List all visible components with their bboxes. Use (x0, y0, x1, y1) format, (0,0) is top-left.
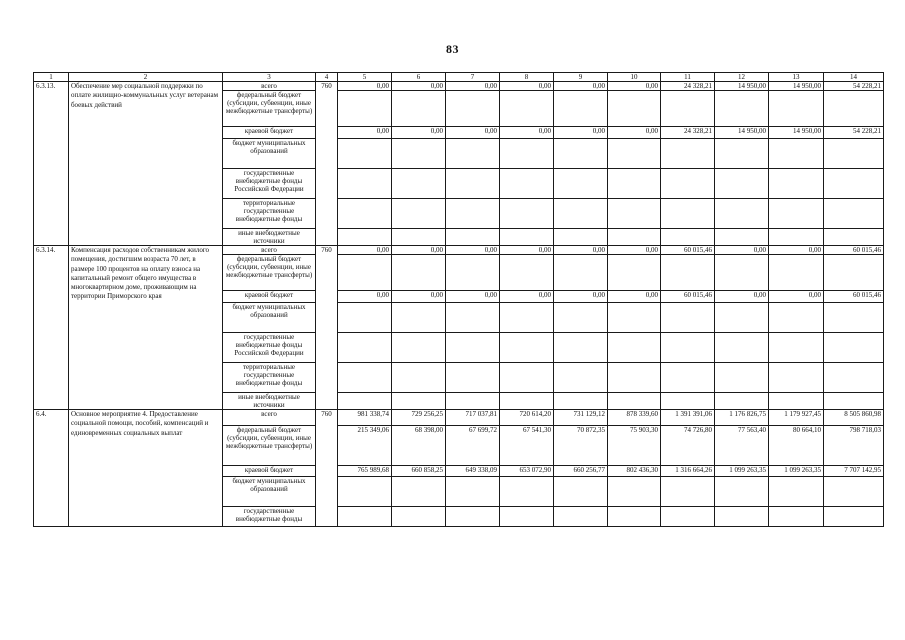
table-row (34, 410, 884, 426)
column-number: 11 (661, 73, 715, 82)
amount-cell (769, 333, 824, 363)
amount-cell (661, 91, 715, 127)
amount-cell (338, 507, 392, 527)
amount-cell: 54 228,21 (824, 82, 884, 91)
funding-source: бюджет муниципальных образований (223, 139, 316, 169)
amount-cell (715, 333, 769, 363)
amount-cell (769, 169, 824, 199)
amount-cell (769, 393, 824, 410)
column-number: 5 (338, 73, 392, 82)
amount-cell (338, 199, 392, 229)
amount-cell (824, 393, 884, 410)
page-number: 83 (446, 42, 459, 56)
amount-cell (554, 91, 608, 127)
amount-cell: 14 950,00 (715, 127, 769, 139)
amount-cell (661, 393, 715, 410)
amount-cell (392, 169, 446, 199)
funding-source: государственные внебюджетные фонды Российской Федерации (223, 333, 316, 363)
amount-cell (608, 333, 661, 363)
amount-cell (446, 393, 500, 410)
measure-code: 6.3.13. (34, 82, 69, 246)
amount-cell (338, 393, 392, 410)
funding-source: федеральный бюджет (субсидии, субвенции, иные межбюджетные трансферты) (223, 426, 316, 466)
column-number: 13 (769, 73, 824, 82)
amount-cell (392, 507, 446, 527)
budget-table (33, 72, 884, 527)
amount-cell: 215 349,06 (338, 426, 392, 466)
amount-cell (608, 507, 661, 527)
amount-cell: 0,00 (338, 246, 392, 255)
amount-cell: 1 176 826,75 (715, 410, 769, 426)
amount-cell: 720 614,20 (500, 410, 554, 426)
amount-cell (446, 333, 500, 363)
amount-cell (661, 507, 715, 527)
amount-cell (608, 91, 661, 127)
amount-cell (715, 507, 769, 527)
funding-source: всего (223, 410, 316, 426)
amount-cell (392, 91, 446, 127)
column-number: 2 (69, 73, 223, 82)
amount-cell (715, 363, 769, 393)
funding-source: краевой бюджет (223, 466, 316, 477)
amount-cell: 0,00 (338, 291, 392, 303)
amount-cell (446, 477, 500, 507)
amount-cell: 0,00 (608, 127, 661, 139)
amount-cell (554, 255, 608, 291)
amount-cell: 0,00 (446, 82, 500, 91)
amount-cell (392, 303, 446, 333)
amount-cell: 77 563,40 (715, 426, 769, 466)
column-number: 6 (392, 73, 446, 82)
amount-cell: 0,00 (769, 291, 824, 303)
amount-cell (824, 255, 884, 291)
amount-cell (769, 139, 824, 169)
amount-cell: 60 015,46 (824, 246, 884, 255)
amount-cell (608, 169, 661, 199)
amount-cell (769, 477, 824, 507)
amount-cell (715, 91, 769, 127)
funding-source: федеральный бюджет (субсидии, субвенции, иные межбюджетные трансферты) (223, 255, 316, 291)
amount-cell: 0,00 (392, 291, 446, 303)
amount-cell: 0,00 (608, 82, 661, 91)
funding-source: федеральный бюджет (субсидии, субвенции, иные межбюджетные трансферты) (223, 91, 316, 127)
amount-cell: 14 950,00 (715, 82, 769, 91)
table-row (34, 246, 884, 255)
amount-cell (608, 199, 661, 229)
measure-code: 6.4. (34, 410, 69, 527)
measure-name: Компенсация расходов собственникам жилого помещения, достигшим возраста 70 лет, в размере 100 процентов на оплату взноса на капитальный ремонт общего имущества в многоквартирном доме, проживающим на территории Приморского края (69, 246, 223, 410)
amount-cell: 67 699,72 (446, 426, 500, 466)
measure-code: 6.3.14. (34, 246, 69, 410)
amount-cell (715, 255, 769, 291)
amount-cell: 0,00 (446, 246, 500, 255)
amount-cell: 8 505 860,98 (824, 410, 884, 426)
amount-cell (608, 303, 661, 333)
amount-cell (661, 139, 715, 169)
amount-cell (661, 303, 715, 333)
amount-cell (446, 255, 500, 291)
amount-cell: 67 541,30 (500, 426, 554, 466)
amount-cell (392, 393, 446, 410)
amount-cell (661, 255, 715, 291)
amount-cell: 75 903,30 (608, 426, 661, 466)
amount-cell (338, 169, 392, 199)
amount-cell (500, 303, 554, 333)
amount-cell: 60 015,46 (824, 291, 884, 303)
amount-cell (824, 303, 884, 333)
amount-cell: 878 339,60 (608, 410, 661, 426)
amount-cell (554, 139, 608, 169)
amount-cell: 731 129,12 (554, 410, 608, 426)
amount-cell (392, 139, 446, 169)
amount-cell (500, 169, 554, 199)
amount-cell (392, 363, 446, 393)
amount-cell (500, 229, 554, 246)
amount-cell (500, 139, 554, 169)
amount-cell (446, 303, 500, 333)
amount-cell: 1 179 927,45 (769, 410, 824, 426)
amount-cell: 0,00 (608, 246, 661, 255)
amount-cell (500, 199, 554, 229)
amount-cell (608, 363, 661, 393)
measure-name: Обеспечение мер социальной поддержки по оплате жилищно-коммунальных услуг ветеранам боевых действий (69, 82, 223, 246)
funding-source: государственные внебюджетные фонды (223, 507, 316, 527)
amount-cell (824, 477, 884, 507)
amount-cell (500, 477, 554, 507)
column-number: 4 (316, 73, 338, 82)
amount-cell: 0,00 (554, 246, 608, 255)
amount-cell (338, 303, 392, 333)
amount-cell: 70 872,35 (554, 426, 608, 466)
amount-cell (608, 477, 661, 507)
amount-cell (824, 363, 884, 393)
amount-cell: 0,00 (338, 127, 392, 139)
amount-cell (769, 255, 824, 291)
amount-cell: 0,00 (769, 246, 824, 255)
amount-cell (446, 229, 500, 246)
amount-cell (608, 139, 661, 169)
amount-cell: 0,00 (392, 246, 446, 255)
amount-cell (608, 393, 661, 410)
amount-cell: 0,00 (554, 127, 608, 139)
grbs-code: 760 (316, 410, 338, 527)
amount-cell: 0,00 (500, 127, 554, 139)
amount-cell (392, 255, 446, 291)
amount-cell (500, 91, 554, 127)
column-number: 3 (223, 73, 316, 82)
amount-cell (661, 363, 715, 393)
amount-cell (446, 363, 500, 393)
amount-cell: 80 664,10 (769, 426, 824, 466)
funding-source: территориальные государственные внебюджетные фонды (223, 363, 316, 393)
amount-cell (338, 91, 392, 127)
amount-cell (446, 139, 500, 169)
measure-name: Основное мероприятие 4. Предоставление социальной помощи, пособий, компенсаций и единовременных социальных выплат (69, 410, 223, 527)
funding-source: бюджет муниципальных образований (223, 477, 316, 507)
amount-cell: 1 316 664,26 (661, 466, 715, 477)
amount-cell (500, 363, 554, 393)
amount-cell: 60 015,46 (661, 291, 715, 303)
amount-cell (554, 169, 608, 199)
grbs-code: 760 (316, 82, 338, 246)
funding-source: территориальные государственные внебюджетные фонды (223, 199, 316, 229)
amount-cell: 24 328,21 (661, 127, 715, 139)
amount-cell (824, 333, 884, 363)
amount-cell: 54 228,21 (824, 127, 884, 139)
amount-cell (769, 91, 824, 127)
amount-cell: 1 391 391,06 (661, 410, 715, 426)
amount-cell (715, 139, 769, 169)
amount-cell (554, 393, 608, 410)
amount-cell (338, 139, 392, 169)
amount-cell (769, 363, 824, 393)
amount-cell (392, 477, 446, 507)
amount-cell: 74 726,80 (661, 426, 715, 466)
amount-cell (554, 507, 608, 527)
column-number: 10 (608, 73, 661, 82)
amount-cell (554, 363, 608, 393)
amount-cell (338, 229, 392, 246)
amount-cell (715, 303, 769, 333)
amount-cell: 60 015,46 (661, 246, 715, 255)
amount-cell (500, 507, 554, 527)
amount-cell (608, 229, 661, 246)
amount-cell: 0,00 (500, 82, 554, 91)
amount-cell: 68 398,00 (392, 426, 446, 466)
amount-cell (446, 507, 500, 527)
amount-cell: 0,00 (500, 291, 554, 303)
amount-cell: 729 256,25 (392, 410, 446, 426)
amount-cell: 717 037,81 (446, 410, 500, 426)
amount-cell (715, 199, 769, 229)
amount-cell: 660 256,77 (554, 466, 608, 477)
funding-source: государственные внебюджетные фонды Российской Федерации (223, 169, 316, 199)
column-number-row (34, 73, 884, 82)
grbs-code: 760 (316, 246, 338, 410)
amount-cell (554, 229, 608, 246)
amount-cell: 24 328,21 (661, 82, 715, 91)
amount-cell: 0,00 (715, 246, 769, 255)
funding-source: краевой бюджет (223, 291, 316, 303)
column-number: 7 (446, 73, 500, 82)
table-row (34, 82, 884, 91)
funding-source: всего (223, 82, 316, 91)
amount-cell (715, 169, 769, 199)
amount-cell (338, 363, 392, 393)
column-number: 8 (500, 73, 554, 82)
amount-cell: 1 099 263,35 (769, 466, 824, 477)
column-number: 12 (715, 73, 769, 82)
amount-cell (715, 229, 769, 246)
amount-cell: 0,00 (446, 291, 500, 303)
amount-cell (392, 333, 446, 363)
amount-cell: 802 436,30 (608, 466, 661, 477)
amount-cell (824, 169, 884, 199)
amount-cell (446, 199, 500, 229)
amount-cell: 7 707 142,95 (824, 466, 884, 477)
amount-cell: 14 950,00 (769, 82, 824, 91)
amount-cell (715, 393, 769, 410)
amount-cell: 649 338,09 (446, 466, 500, 477)
amount-cell (338, 477, 392, 507)
amount-cell: 0,00 (554, 291, 608, 303)
amount-cell (554, 303, 608, 333)
column-number: 9 (554, 73, 608, 82)
amount-cell: 1 099 263,35 (715, 466, 769, 477)
amount-cell (661, 477, 715, 507)
amount-cell (392, 229, 446, 246)
amount-cell (392, 199, 446, 229)
amount-cell: 0,00 (608, 291, 661, 303)
amount-cell: 0,00 (392, 82, 446, 91)
amount-cell (446, 91, 500, 127)
amount-cell: 0,00 (554, 82, 608, 91)
amount-cell (554, 477, 608, 507)
column-number: 1 (34, 73, 69, 82)
amount-cell (338, 255, 392, 291)
amount-cell (661, 169, 715, 199)
amount-cell (824, 507, 884, 527)
amount-cell: 0,00 (392, 127, 446, 139)
funding-source: всего (223, 246, 316, 255)
amount-cell (554, 199, 608, 229)
amount-cell (769, 199, 824, 229)
funding-source: бюджет муниципальных образований (223, 303, 316, 333)
amount-cell: 981 338,74 (338, 410, 392, 426)
amount-cell (661, 229, 715, 246)
funding-source: иные внебюджетные источники (223, 229, 316, 246)
amount-cell: 0,00 (338, 82, 392, 91)
amount-cell (446, 169, 500, 199)
column-number: 14 (824, 73, 884, 82)
amount-cell (769, 507, 824, 527)
amount-cell: 14 950,00 (769, 127, 824, 139)
funding-source: иные внебюджетные источники (223, 393, 316, 410)
amount-cell (715, 477, 769, 507)
amount-cell (500, 255, 554, 291)
amount-cell: 0,00 (500, 246, 554, 255)
amount-cell (824, 91, 884, 127)
amount-cell (608, 255, 661, 291)
amount-cell (554, 333, 608, 363)
amount-cell (661, 199, 715, 229)
amount-cell (500, 393, 554, 410)
amount-cell (824, 139, 884, 169)
amount-cell (824, 229, 884, 246)
amount-cell (769, 229, 824, 246)
funding-source: краевой бюджет (223, 127, 316, 139)
amount-cell: 653 072,90 (500, 466, 554, 477)
amount-cell: 765 989,68 (338, 466, 392, 477)
amount-cell (661, 333, 715, 363)
amount-cell (500, 333, 554, 363)
amount-cell (824, 199, 884, 229)
amount-cell: 660 858,25 (392, 466, 446, 477)
amount-cell (769, 303, 824, 333)
amount-cell (338, 333, 392, 363)
amount-cell: 798 718,03 (824, 426, 884, 466)
amount-cell: 0,00 (715, 291, 769, 303)
amount-cell: 0,00 (446, 127, 500, 139)
